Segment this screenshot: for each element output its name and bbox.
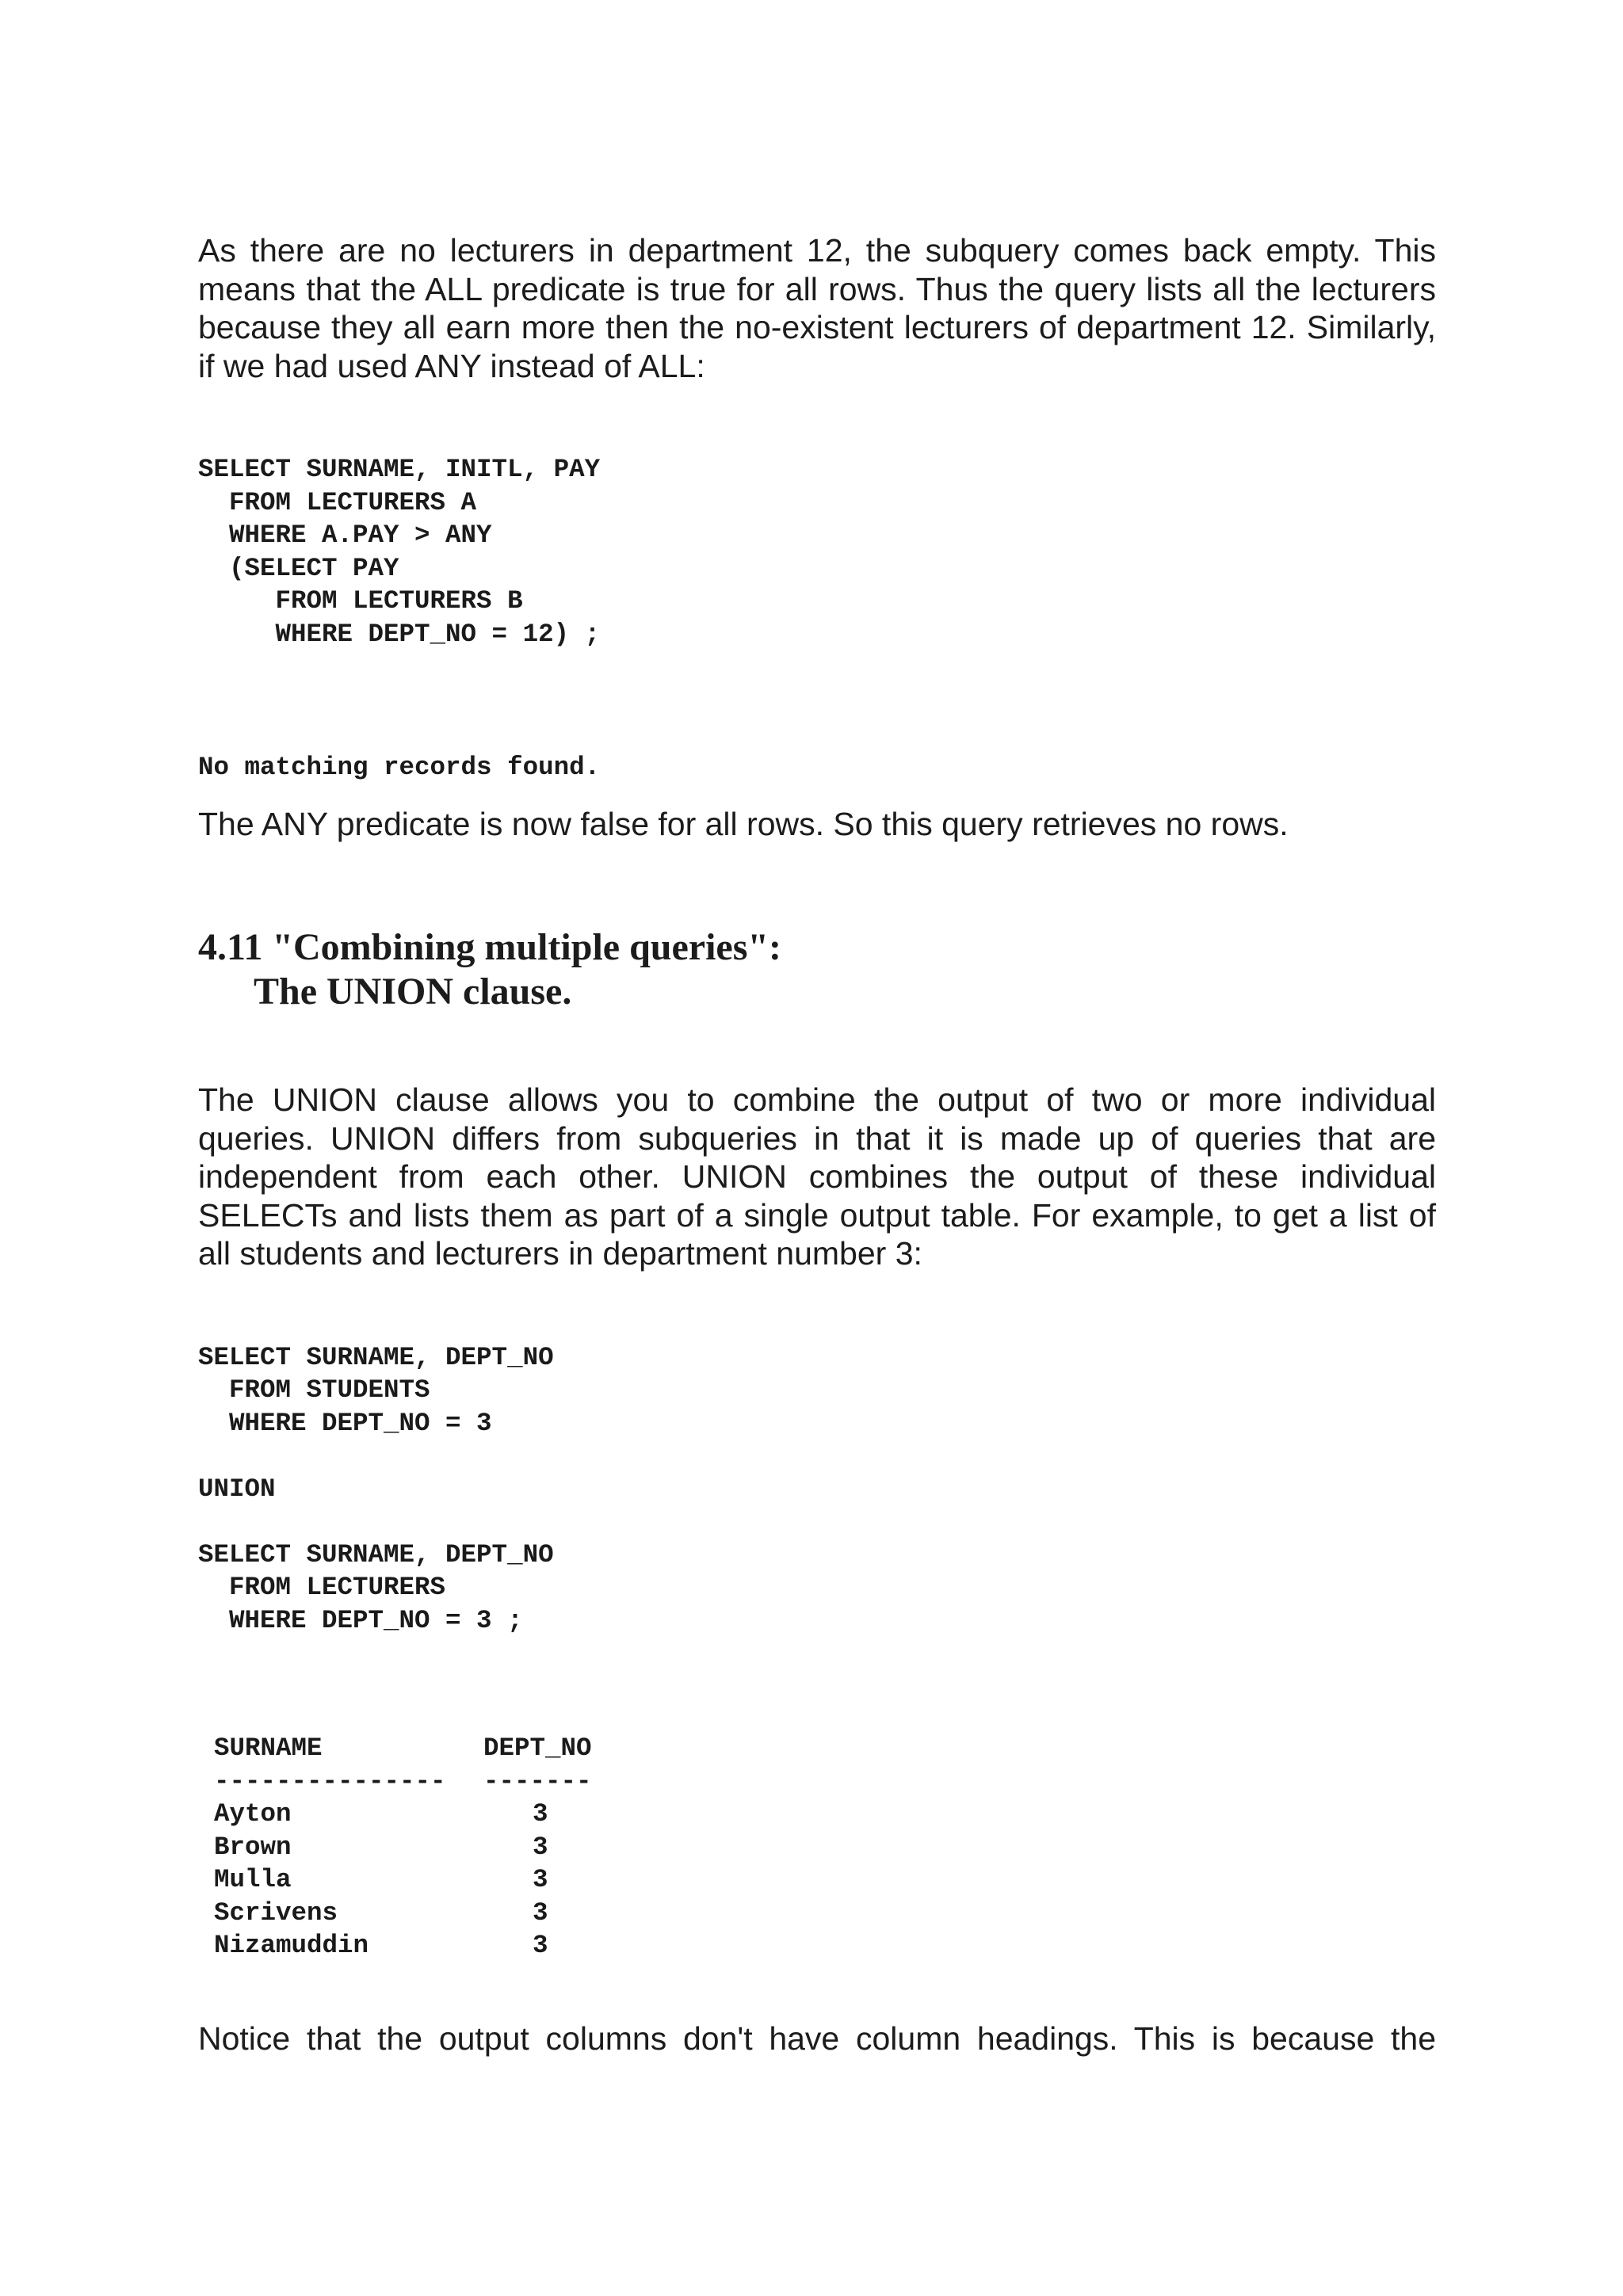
cell-surname: Ayton xyxy=(214,1799,292,1829)
code-line: UNION xyxy=(198,1474,276,1504)
code-line: FROM STUDENTS xyxy=(198,1375,430,1405)
code-line: WHERE A.PAY > ANY xyxy=(198,521,492,550)
cell-dept-no: 3 xyxy=(533,1931,548,1960)
code-line: SELECT SURNAME, DEPT_NO xyxy=(198,1539,554,1569)
document-page xyxy=(198,231,1436,2058)
table-row xyxy=(214,1831,610,1864)
heading-line-1: 4.11 "Combining multiple queries": xyxy=(198,926,782,968)
code-line: WHERE DEPT_NO = 3 xyxy=(198,1408,492,1438)
table-row xyxy=(214,1897,610,1930)
query-result-table xyxy=(214,1732,610,1962)
column-header-surname: SURNAME xyxy=(214,1733,323,1763)
table-header-row xyxy=(214,1732,610,1765)
cell-surname: Brown xyxy=(214,1832,292,1862)
cell-surname: Scrivens xyxy=(214,1897,338,1928)
heading-line-2: The UNION clause. xyxy=(254,971,572,1013)
code-line: FROM LECTURERS A xyxy=(198,487,477,517)
code-line: FROM LECTURERS B xyxy=(198,586,523,616)
code-block-any-query xyxy=(198,453,1436,650)
no-match-text: No matching records found. xyxy=(198,753,601,782)
separator-dept-no: ------- xyxy=(483,1766,592,1796)
cell-dept-no: 3 xyxy=(533,1832,548,1862)
paragraph-union-intro: The UNION clause allows you to combine the output of two or more individual queries. UNION differs from subqueries in that it is made up of queries that are independent from each other. UNION combines the output of these individual SELECTs and lists them as part of a single output table. For example, to get a list of all students and lecturers in department number 3: xyxy=(198,1081,1436,1272)
code-line: WHERE DEPT_NO = 12) ; xyxy=(198,619,601,649)
cell-dept-no: 3 xyxy=(533,1799,548,1829)
table-row xyxy=(214,1798,610,1831)
cell-dept-no: 3 xyxy=(533,1897,548,1928)
table-separator-row xyxy=(214,1765,610,1798)
paragraph-column-headings: Notice that the output columns don't have column headings. This is because the xyxy=(198,2019,1436,2057)
table-row xyxy=(214,1863,610,1897)
paragraph-any-predicate: The ANY predicate is now false for all rows. So this query retrieves no rows. xyxy=(198,805,1289,842)
section-heading xyxy=(198,925,1436,1014)
query-result-message xyxy=(198,751,1436,784)
code-line: WHERE DEPT_NO = 3 ; xyxy=(198,1605,523,1635)
code-line: SELECT SURNAME, DEPT_NO xyxy=(198,1342,554,1372)
cell-surname: Nizamuddin xyxy=(214,1931,369,1960)
code-line: SELECT SURNAME, INITL, PAY xyxy=(198,455,601,484)
column-header-dept-no: DEPT_NO xyxy=(483,1733,592,1763)
paragraph-all-predicate: As there are no lecturers in department 12, the subquery comes back empty. This means that the ALL predicate is true for all rows. Thus the query lists all the lecturers because they all earn more then the no-existent lecturers of department 12. Similarly, if we had used ANY instead of ALL: xyxy=(198,232,1436,384)
cell-dept-no: 3 xyxy=(533,1865,548,1894)
code-line: (SELECT PAY xyxy=(198,553,399,583)
cell-surname: Mulla xyxy=(214,1865,292,1894)
code-line: FROM LECTURERS xyxy=(198,1573,446,1602)
table-row xyxy=(214,1929,610,1962)
code-block-union-query xyxy=(198,1341,1436,1638)
separator-surname: --------------- xyxy=(214,1766,446,1796)
